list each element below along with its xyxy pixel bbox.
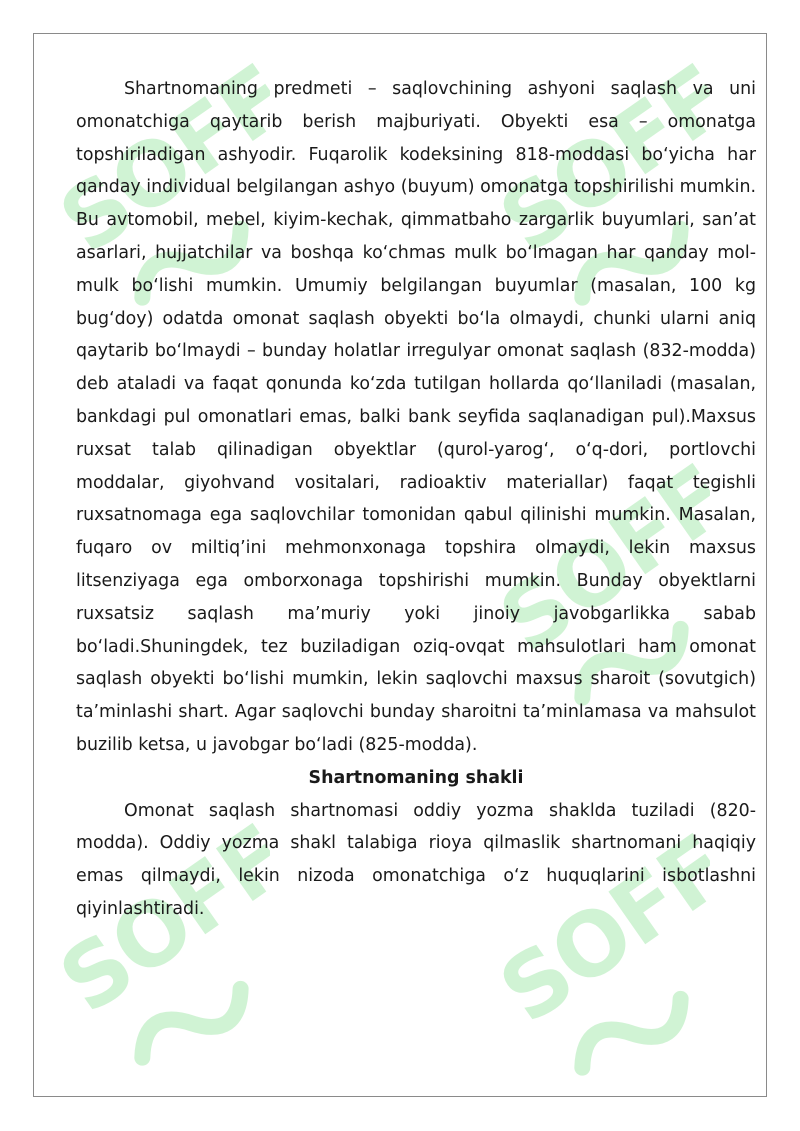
paragraph: Omonat saqlash shartnomasi oddiy yozma shaklda tuziladi (820-modda). Oddiy yozma shakl talabiga rioya qilmaslik shartnomani haqiqiy emas qilmaydi, lekin nizoda omonatchiga o‘z huquqlarini isbotlashni qiyinlashtiradi. — [76, 800, 756, 919]
paragraph: Shartnomaning predmeti – saqlovchining ashyoni saqlash va uni omonatchiga qaytarib berish majburiyati. Obyekti esa – omonatga topshiriladigan ashyodir. Fuqarolik kodeksining 818-moddasi bo‘yicha har qanday individual belgilangan ashyo (buyum) omonatga topshirilishi mumkin. Bu avtomobil, mebel, kiyim-kechak, qimmatbaho zargarlik buyumlari, san’at asarlari, hujjatchilar va boshqa ko‘chmas mulk bo‘lmagan har qanday mol-mulk bo‘lishi mumkin. Umumiy belgilangan buyumlar (masalan, 100 kg bug‘doy) odatda omonat saqlash obyekti bo‘la olmaydi, chunki ularni aniq qaytarib bo‘lmaydi – bunday holatlar irregulyar omonat saqlash (832-modda) deb ataladi va faqat qonunda ko‘zda tutilgan hollarda qo‘llaniladi (masalan, bankdagi pul omonatlari emas, balki bank seyfida saqlanadigan pul).Maxsus ruxsat talab qilinadigan obyektlar (qurol-yarog‘, o‘q-dori, portlovchi moddalar, giyohvand vositalari, radioaktiv materiallar) faqat tegishli ruxsatnomaga ega saqlovchilar tomonidan qabul qilinishi mumkin. Masalan, fuqaro ov miltiq’ini mehmonxonaga topshira olmaydi, lekin maxsus litsenziyaga ega omborxonaga topshirishi mumkin. Bunday obyektlarni ruxsatsiz saqlash ma’muriy yoki jinoiy javobgarlikka sabab bo‘ladi.Shuningdek, tez buziladigan oziq-ovqat mahsulotlari ham omonat saqlash obyekti bo‘lishi mumkin, lekin saqlovchi maxsus sharoit (sovutgich) ta’minlashi shart. Agar saqlovchi bunday sharoitni ta’minlamasa va mahsulot buzilib ketsa, u javobgar bo‘ladi (825-modda). — [76, 79, 756, 755]
document-body — [76, 73, 756, 926]
section-heading: Shartnomaning shakli — [308, 767, 524, 788]
